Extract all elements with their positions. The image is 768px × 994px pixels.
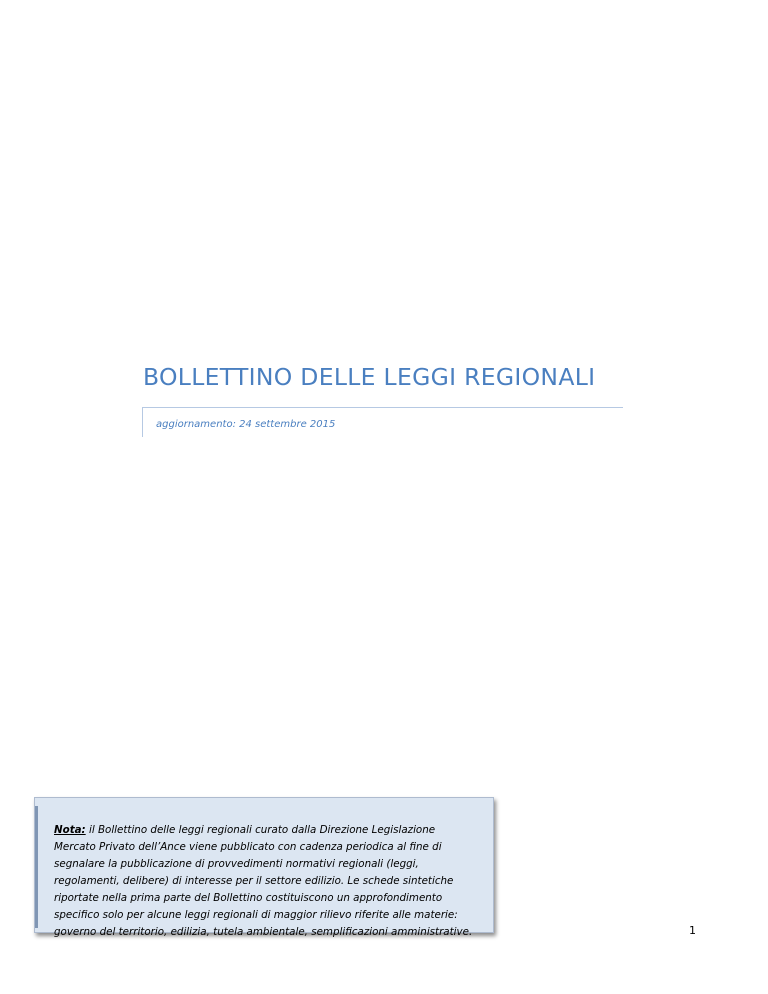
- note-line-6: specifico solo per alcune leggi regionali di maggior rilievo riferite alle materie:: [54, 909, 458, 921]
- document-title: BOLLETTINO DELLE LEGGI REGIONALI: [143, 363, 596, 391]
- note-line-2: Mercato Privato dell’Ance viene pubblicato con cadenza periodica al fine di: [54, 841, 442, 853]
- page-number: 1: [689, 924, 696, 937]
- note-line-4: regolamenti, delibere) di interesse per il settore edilizio. Le schede sintetiche: [54, 875, 454, 887]
- note-label: Nota:: [54, 824, 86, 836]
- title-underline-rule: [142, 407, 623, 408]
- note-accent-bar: [35, 806, 38, 928]
- note-line-1: [54, 822, 494, 839]
- note-line-3: segnalare la pubblicazione di provvedimenti normativi regionali (leggi,: [54, 858, 419, 870]
- note-text: [54, 822, 494, 941]
- note-box: [34, 797, 494, 938]
- note-line-1-text: il Bollettino delle leggi regionali curato dalla Direzione Legislazione: [85, 824, 436, 836]
- subtitle-vertical-rule: [142, 407, 143, 437]
- document-subtitle: aggiornamento: 24 settembre 2015: [156, 419, 336, 430]
- note-line-7: governo del territorio, edilizia, tutela ambientale, semplificazioni amministrative.: [54, 926, 473, 938]
- note-line-5: riportate nella prima parte del Bollettino costituiscono un approfondimento: [54, 892, 443, 904]
